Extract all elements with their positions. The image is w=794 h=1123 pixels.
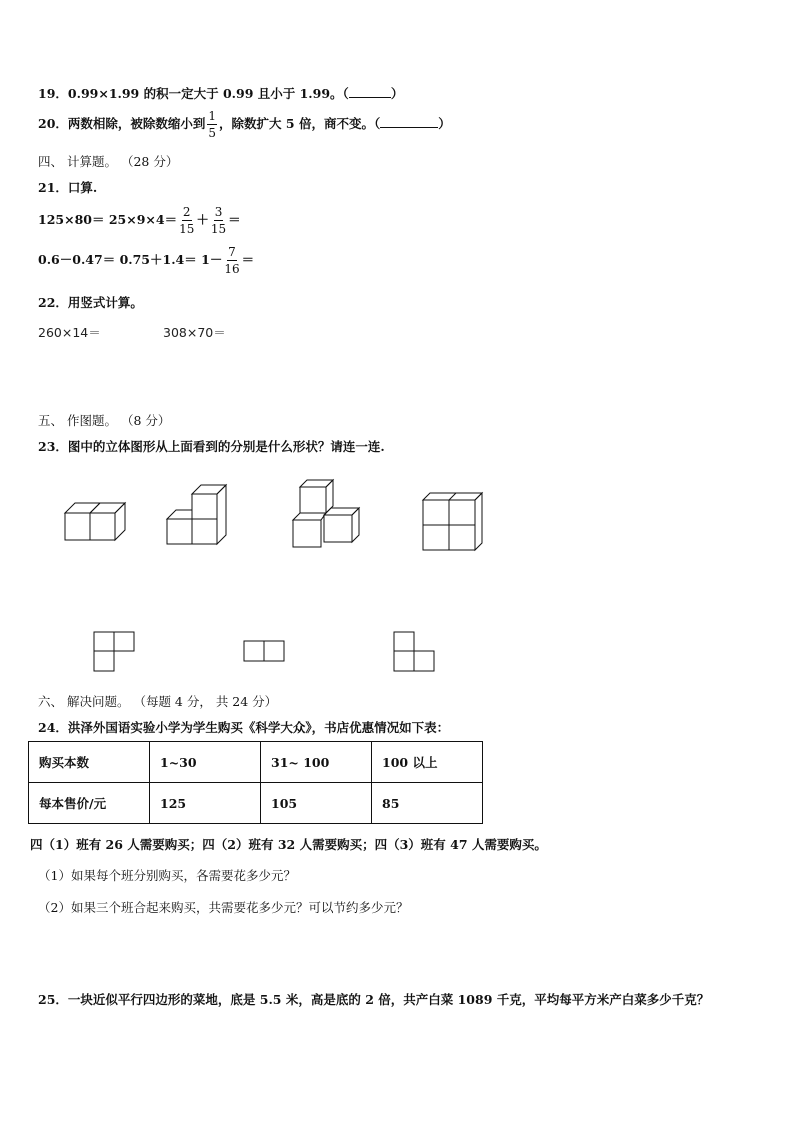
fraction-one-fifth (207, 110, 217, 139)
table-cell: 105 (261, 783, 372, 824)
frac-den: 15 (210, 222, 227, 236)
equals-sign: ＝ (228, 212, 241, 227)
table-row (29, 742, 483, 783)
table-cell: 125 (150, 783, 261, 824)
table-cell: 85 (372, 783, 483, 824)
calc-item: 125×80＝ (38, 212, 105, 227)
price-table (28, 741, 483, 824)
section-4-title: 四、 计算题。 （28 分） (38, 154, 179, 169)
q20-text-pre: 20．两数相除，被除数缩小到 (38, 116, 206, 131)
top-view-l-shape[interactable] (92, 630, 138, 673)
calc-item: 0.75＋1.4＝ (119, 252, 197, 267)
question-23-label: 23．图中的立体图形从上面看到的分别是什么形状？请连一连. (38, 439, 385, 454)
solid-figure-1[interactable] (60, 495, 130, 547)
q24-info: 四（1）班有 26 人需要购买；四（2）班有 32 人需要购买；四（3）班有 47 人需要购买。 (30, 837, 547, 852)
q24-subquestion-2: （2）如果三个班合起来购买，共需要花多少元？可以节约多少元？ (38, 900, 409, 915)
q21-row-2 (38, 246, 254, 275)
question-25-label: 25．一块近似平行四边形的菜地，底是 5.5 米，高是底的 2 倍，共产白菜 1089 千克，平均每平方米产白菜多少千克？ (38, 992, 710, 1007)
frac-den: 15 (179, 222, 195, 236)
table-cell: 每本售价/元 (29, 783, 150, 824)
fraction (211, 206, 226, 235)
fraction (224, 246, 239, 275)
vertical-calc-a: 260×14＝ (38, 325, 101, 340)
top-view-two-squares[interactable] (242, 639, 288, 663)
vertical-calc-b: 308×70＝ (163, 325, 226, 340)
q19-text: 19．0.99×1.99 的积一定大于 0.99 且小于 1.99。（ (38, 86, 349, 101)
question-21-label: 21．口算. (38, 180, 98, 195)
answer-blank[interactable] (380, 115, 438, 128)
equals-sign: ＝ (241, 252, 255, 267)
frac-num: 7 (228, 245, 236, 259)
calc-item: 1－ (201, 252, 223, 267)
solid-figure-4[interactable] (420, 490, 484, 552)
table-row (29, 783, 483, 824)
q20-text-post: ，除数扩大 5 倍，商不变。（ (219, 116, 381, 131)
solid-figure-2[interactable] (163, 483, 231, 547)
table-cell: 1~30 (150, 742, 261, 783)
frac-num: 1 (208, 109, 217, 123)
frac-num: 3 (214, 205, 223, 219)
q19-close: ） (390, 86, 404, 101)
solid-figure-3[interactable] (290, 478, 362, 550)
question-24-label: 24．洪泽外国语实验小学为学生购买《科学大众》，书店优惠情况如下表： (38, 720, 450, 735)
table-cell: 购买本数 (29, 742, 150, 783)
table-cell: 100 以上 (372, 742, 483, 783)
calc-item: 0.6－0.47＝ (38, 252, 116, 267)
question-19 (38, 84, 403, 102)
frac-den: 16 (224, 262, 240, 276)
answer-blank[interactable] (349, 85, 391, 98)
calc-item: 25×9×4＝ (108, 212, 178, 227)
question-22-label: 22．用竖式计算。 (38, 295, 143, 310)
plus-sign: ＋ (196, 212, 209, 227)
top-view-reverse-l-shape[interactable] (392, 630, 438, 673)
frac-num: 2 (182, 205, 191, 219)
frac-den: 5 (208, 126, 217, 140)
section-6-title: 六、 解决问题。 （每题 4 分， 共 24 分） (38, 694, 278, 709)
table-cell: 31~ 100 (261, 742, 372, 783)
fraction (179, 206, 194, 235)
q21-row-1 (38, 206, 241, 235)
q20-close: ） (438, 116, 451, 131)
q24-subquestion-1: （1）如果每个班分别购买，各需要花多少元？ (38, 868, 296, 883)
question-20 (38, 110, 451, 139)
section-5-title: 五、 作图题。 （8 分） (38, 413, 171, 428)
